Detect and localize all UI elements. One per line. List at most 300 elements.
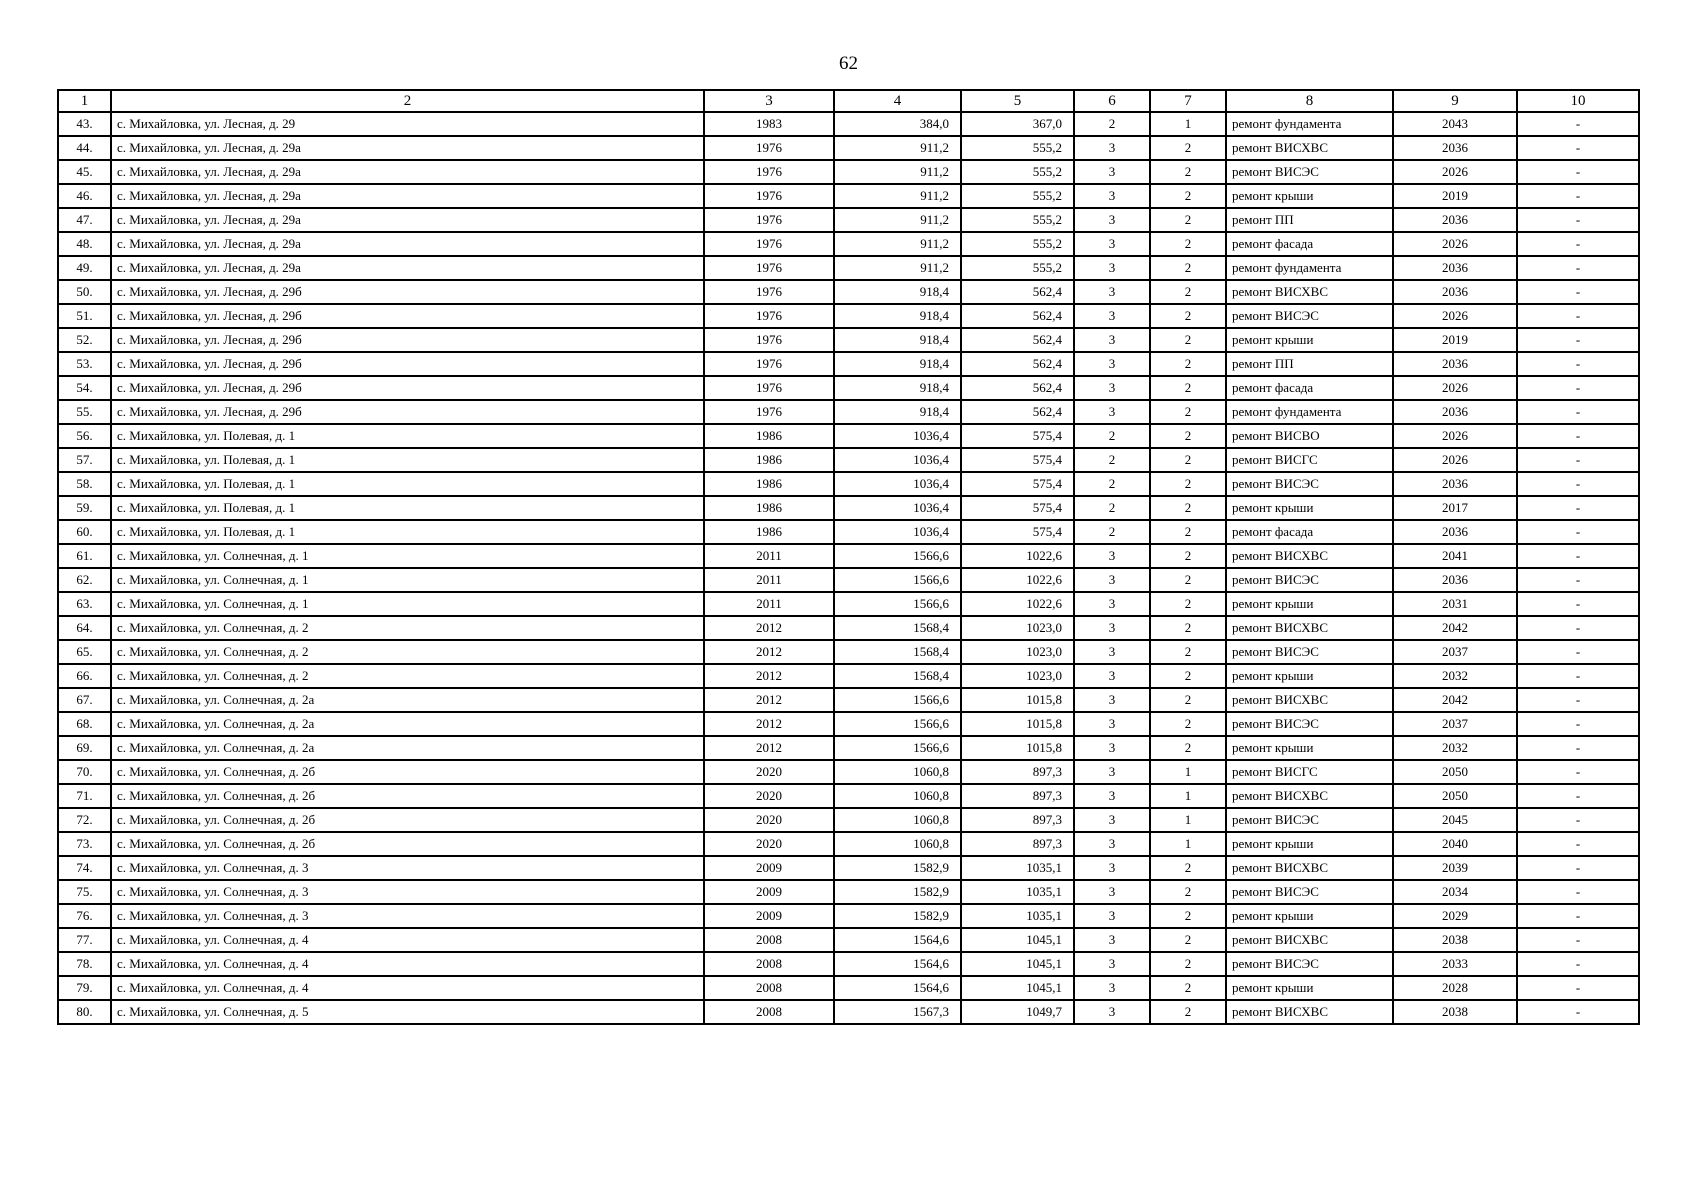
cell-work-type: ремонт фундамента <box>1226 256 1393 280</box>
cell-entrances: 2 <box>1150 880 1226 904</box>
cell-planned-year: 2037 <box>1393 712 1517 736</box>
cell-floors: 3 <box>1074 904 1150 928</box>
cell-planned-year: 2033 <box>1393 952 1517 976</box>
table-row <box>58 184 1639 208</box>
cell-address: с. Михайловка, ул. Полевая, д. 1 <box>111 472 704 496</box>
cell-living-area: 555,2 <box>961 136 1074 160</box>
cell-year-built: 1976 <box>704 232 834 256</box>
cell-year-built: 2012 <box>704 688 834 712</box>
cell-living-area: 555,2 <box>961 232 1074 256</box>
cell-row-number: 67. <box>58 688 111 712</box>
cell-entrances: 1 <box>1150 784 1226 808</box>
table-row <box>58 832 1639 856</box>
cell-living-area: 562,4 <box>961 328 1074 352</box>
cell-entrances: 2 <box>1150 736 1226 760</box>
cell-work-type: ремонт ВИСЭС <box>1226 880 1393 904</box>
cell-floors: 3 <box>1074 400 1150 424</box>
cell-note: - <box>1517 184 1639 208</box>
cell-entrances: 2 <box>1150 712 1226 736</box>
cell-entrances: 2 <box>1150 544 1226 568</box>
table-row <box>58 592 1639 616</box>
cell-row-number: 71. <box>58 784 111 808</box>
cell-living-area: 897,3 <box>961 784 1074 808</box>
cell-year-built: 2009 <box>704 856 834 880</box>
cell-entrances: 2 <box>1150 1000 1226 1024</box>
cell-address: с. Михайловка, ул. Солнечная, д. 4 <box>111 928 704 952</box>
cell-living-area: 562,4 <box>961 352 1074 376</box>
cell-year-built: 2008 <box>704 928 834 952</box>
cell-living-area: 1015,8 <box>961 736 1074 760</box>
table-row <box>58 496 1639 520</box>
cell-address: с. Михайловка, ул. Солнечная, д. 5 <box>111 1000 704 1024</box>
cell-work-type: ремонт ВИСЭС <box>1226 640 1393 664</box>
cell-total-area: 1568,4 <box>834 664 961 688</box>
cell-year-built: 1986 <box>704 424 834 448</box>
cell-floors: 3 <box>1074 736 1150 760</box>
cell-entrances: 2 <box>1150 184 1226 208</box>
cell-address: с. Михайловка, ул. Лесная, д. 29б <box>111 328 704 352</box>
cell-planned-year: 2050 <box>1393 784 1517 808</box>
cell-work-type: ремонт фасада <box>1226 376 1393 400</box>
cell-year-built: 2008 <box>704 1000 834 1024</box>
cell-planned-year: 2029 <box>1393 904 1517 928</box>
cell-planned-year: 2038 <box>1393 928 1517 952</box>
cell-planned-year: 2026 <box>1393 160 1517 184</box>
cell-note: - <box>1517 136 1639 160</box>
cell-row-number: 74. <box>58 856 111 880</box>
cell-total-area: 1036,4 <box>834 424 961 448</box>
table-row <box>58 616 1639 640</box>
cell-note: - <box>1517 520 1639 544</box>
cell-year-built: 1986 <box>704 448 834 472</box>
cell-floors: 3 <box>1074 160 1150 184</box>
cell-entrances: 2 <box>1150 136 1226 160</box>
cell-planned-year: 2040 <box>1393 832 1517 856</box>
cell-year-built: 2012 <box>704 664 834 688</box>
table-row <box>58 952 1639 976</box>
page-number: 62 <box>839 53 858 74</box>
cell-note: - <box>1517 544 1639 568</box>
cell-total-area: 1566,6 <box>834 712 961 736</box>
cell-planned-year: 2039 <box>1393 856 1517 880</box>
cell-note: - <box>1517 592 1639 616</box>
table-row <box>58 280 1639 304</box>
cell-note: - <box>1517 784 1639 808</box>
header-cell: 1 <box>58 90 111 112</box>
cell-note: - <box>1517 232 1639 256</box>
table-row <box>58 328 1639 352</box>
cell-total-area: 911,2 <box>834 160 961 184</box>
table-row <box>58 928 1639 952</box>
cell-total-area: 1582,9 <box>834 880 961 904</box>
cell-total-area: 911,2 <box>834 184 961 208</box>
header-cell: 3 <box>704 90 834 112</box>
table-row <box>58 304 1639 328</box>
cell-note: - <box>1517 280 1639 304</box>
cell-entrances: 2 <box>1150 472 1226 496</box>
table-row <box>58 136 1639 160</box>
cell-address: с. Михайловка, ул. Лесная, д. 29а <box>111 232 704 256</box>
cell-address: с. Михайловка, ул. Солнечная, д. 3 <box>111 904 704 928</box>
cell-note: - <box>1517 328 1639 352</box>
cell-living-area: 555,2 <box>961 208 1074 232</box>
header-cell: 5 <box>961 90 1074 112</box>
cell-address: с. Михайловка, ул. Лесная, д. 29б <box>111 280 704 304</box>
table-row <box>58 760 1639 784</box>
cell-living-area: 367,0 <box>961 112 1074 136</box>
table-row <box>58 880 1639 904</box>
cell-total-area: 911,2 <box>834 136 961 160</box>
cell-planned-year: 2026 <box>1393 448 1517 472</box>
table-row <box>58 520 1639 544</box>
cell-note: - <box>1517 736 1639 760</box>
cell-entrances: 2 <box>1150 856 1226 880</box>
cell-year-built: 2012 <box>704 640 834 664</box>
cell-living-area: 575,4 <box>961 520 1074 544</box>
cell-year-built: 2012 <box>704 736 834 760</box>
cell-total-area: 911,2 <box>834 208 961 232</box>
cell-entrances: 2 <box>1150 352 1226 376</box>
cell-total-area: 1060,8 <box>834 784 961 808</box>
header-cell: 9 <box>1393 90 1517 112</box>
cell-planned-year: 2031 <box>1393 592 1517 616</box>
cell-row-number: 52. <box>58 328 111 352</box>
cell-planned-year: 2050 <box>1393 760 1517 784</box>
cell-year-built: 2008 <box>704 952 834 976</box>
cell-year-built: 2009 <box>704 880 834 904</box>
cell-living-area: 1045,1 <box>961 976 1074 1000</box>
capital-repair-table <box>57 89 1640 1025</box>
cell-address: с. Михайловка, ул. Солнечная, д. 3 <box>111 856 704 880</box>
cell-address: с. Михайловка, ул. Солнечная, д. 1 <box>111 544 704 568</box>
cell-living-area: 1015,8 <box>961 688 1074 712</box>
cell-entrances: 1 <box>1150 808 1226 832</box>
cell-total-area: 918,4 <box>834 280 961 304</box>
header-cell: 10 <box>1517 90 1639 112</box>
cell-address: с. Михайловка, ул. Солнечная, д. 4 <box>111 952 704 976</box>
cell-living-area: 1035,1 <box>961 904 1074 928</box>
cell-floors: 2 <box>1074 496 1150 520</box>
cell-address: с. Михайловка, ул. Солнечная, д. 2б <box>111 760 704 784</box>
cell-total-area: 911,2 <box>834 232 961 256</box>
cell-address: с. Михайловка, ул. Полевая, д. 1 <box>111 448 704 472</box>
cell-year-built: 2020 <box>704 808 834 832</box>
cell-note: - <box>1517 1000 1639 1024</box>
cell-total-area: 1568,4 <box>834 616 961 640</box>
cell-floors: 3 <box>1074 784 1150 808</box>
cell-address: с. Михайловка, ул. Лесная, д. 29а <box>111 208 704 232</box>
table-row <box>58 976 1639 1000</box>
table-row <box>58 448 1639 472</box>
cell-living-area: 555,2 <box>961 256 1074 280</box>
cell-row-number: 69. <box>58 736 111 760</box>
cell-total-area: 1564,6 <box>834 976 961 1000</box>
cell-note: - <box>1517 376 1639 400</box>
cell-note: - <box>1517 160 1639 184</box>
cell-year-built: 2020 <box>704 832 834 856</box>
cell-total-area: 384,0 <box>834 112 961 136</box>
cell-address: с. Михайловка, ул. Полевая, д. 1 <box>111 424 704 448</box>
cell-work-type: ремонт фасада <box>1226 520 1393 544</box>
cell-planned-year: 2036 <box>1393 208 1517 232</box>
cell-living-area: 562,4 <box>961 376 1074 400</box>
cell-living-area: 562,4 <box>961 280 1074 304</box>
cell-living-area: 1049,7 <box>961 1000 1074 1024</box>
cell-row-number: 76. <box>58 904 111 928</box>
cell-work-type: ремонт ВИСХВС <box>1226 928 1393 952</box>
cell-work-type: ремонт ВИСХВС <box>1226 784 1393 808</box>
cell-total-area: 1060,8 <box>834 760 961 784</box>
cell-work-type: ремонт ПП <box>1226 208 1393 232</box>
cell-address: с. Михайловка, ул. Солнечная, д. 3 <box>111 880 704 904</box>
cell-address: с. Михайловка, ул. Солнечная, д. 2а <box>111 688 704 712</box>
cell-total-area: 1036,4 <box>834 520 961 544</box>
cell-address: с. Михайловка, ул. Солнечная, д. 2б <box>111 784 704 808</box>
cell-row-number: 68. <box>58 712 111 736</box>
cell-address: с. Михайловка, ул. Лесная, д. 29б <box>111 376 704 400</box>
cell-row-number: 75. <box>58 880 111 904</box>
table-row <box>58 568 1639 592</box>
cell-row-number: 62. <box>58 568 111 592</box>
cell-note: - <box>1517 496 1639 520</box>
cell-floors: 2 <box>1074 472 1150 496</box>
cell-note: - <box>1517 856 1639 880</box>
cell-row-number: 77. <box>58 928 111 952</box>
cell-entrances: 2 <box>1150 448 1226 472</box>
cell-work-type: ремонт крыши <box>1226 736 1393 760</box>
cell-row-number: 51. <box>58 304 111 328</box>
cell-floors: 2 <box>1074 448 1150 472</box>
cell-note: - <box>1517 880 1639 904</box>
cell-floors: 3 <box>1074 136 1150 160</box>
cell-entrances: 2 <box>1150 280 1226 304</box>
cell-row-number: 54. <box>58 376 111 400</box>
cell-entrances: 2 <box>1150 616 1226 640</box>
cell-year-built: 1986 <box>704 472 834 496</box>
cell-row-number: 63. <box>58 592 111 616</box>
cell-floors: 3 <box>1074 928 1150 952</box>
cell-living-area: 1045,1 <box>961 928 1074 952</box>
cell-total-area: 1036,4 <box>834 472 961 496</box>
cell-floors: 3 <box>1074 664 1150 688</box>
cell-row-number: 79. <box>58 976 111 1000</box>
cell-total-area: 918,4 <box>834 376 961 400</box>
cell-row-number: 59. <box>58 496 111 520</box>
cell-entrances: 2 <box>1150 424 1226 448</box>
cell-note: - <box>1517 952 1639 976</box>
cell-year-built: 1976 <box>704 400 834 424</box>
cell-year-built: 1976 <box>704 376 834 400</box>
cell-living-area: 1023,0 <box>961 616 1074 640</box>
cell-total-area: 1582,9 <box>834 856 961 880</box>
cell-work-type: ремонт ВИСХВС <box>1226 688 1393 712</box>
cell-floors: 3 <box>1074 592 1150 616</box>
table-row <box>58 352 1639 376</box>
cell-living-area: 1022,6 <box>961 568 1074 592</box>
cell-note: - <box>1517 640 1639 664</box>
cell-row-number: 45. <box>58 160 111 184</box>
cell-address: с. Михайловка, ул. Солнечная, д. 1 <box>111 592 704 616</box>
cell-entrances: 2 <box>1150 568 1226 592</box>
cell-work-type: ремонт ВИСГС <box>1226 448 1393 472</box>
cell-floors: 3 <box>1074 832 1150 856</box>
cell-planned-year: 2036 <box>1393 352 1517 376</box>
cell-row-number: 70. <box>58 760 111 784</box>
cell-floors: 3 <box>1074 616 1150 640</box>
cell-floors: 3 <box>1074 208 1150 232</box>
cell-floors: 3 <box>1074 304 1150 328</box>
cell-floors: 3 <box>1074 1000 1150 1024</box>
cell-row-number: 48. <box>58 232 111 256</box>
cell-total-area: 1582,9 <box>834 904 961 928</box>
cell-entrances: 1 <box>1150 832 1226 856</box>
cell-note: - <box>1517 712 1639 736</box>
cell-year-built: 2011 <box>704 568 834 592</box>
cell-planned-year: 2036 <box>1393 520 1517 544</box>
table-row <box>58 688 1639 712</box>
cell-work-type: ремонт ВИСХВС <box>1226 544 1393 568</box>
cell-work-type: ремонт ВИСЭС <box>1226 808 1393 832</box>
cell-living-area: 897,3 <box>961 808 1074 832</box>
cell-planned-year: 2043 <box>1393 112 1517 136</box>
cell-year-built: 2012 <box>704 712 834 736</box>
cell-work-type: ремонт ВИСХВС <box>1226 856 1393 880</box>
cell-work-type: ремонт ПП <box>1226 352 1393 376</box>
cell-total-area: 1567,3 <box>834 1000 961 1024</box>
cell-living-area: 1015,8 <box>961 712 1074 736</box>
cell-address: с. Михайловка, ул. Солнечная, д. 2а <box>111 736 704 760</box>
cell-address: с. Михайловка, ул. Солнечная, д. 2 <box>111 640 704 664</box>
cell-work-type: ремонт крыши <box>1226 184 1393 208</box>
cell-note: - <box>1517 448 1639 472</box>
cell-work-type: ремонт крыши <box>1226 976 1393 1000</box>
cell-planned-year: 2028 <box>1393 976 1517 1000</box>
cell-planned-year: 2042 <box>1393 616 1517 640</box>
cell-work-type: ремонт ВИСХВС <box>1226 136 1393 160</box>
cell-work-type: ремонт ВИСЭС <box>1226 952 1393 976</box>
cell-entrances: 2 <box>1150 208 1226 232</box>
cell-planned-year: 2036 <box>1393 256 1517 280</box>
cell-floors: 2 <box>1074 112 1150 136</box>
cell-floors: 3 <box>1074 880 1150 904</box>
cell-entrances: 2 <box>1150 232 1226 256</box>
cell-entrances: 1 <box>1150 760 1226 784</box>
cell-row-number: 58. <box>58 472 111 496</box>
cell-planned-year: 2036 <box>1393 280 1517 304</box>
cell-floors: 3 <box>1074 568 1150 592</box>
cell-note: - <box>1517 976 1639 1000</box>
cell-living-area: 1023,0 <box>961 664 1074 688</box>
cell-floors: 3 <box>1074 688 1150 712</box>
cell-address: с. Михайловка, ул. Солнечная, д. 2б <box>111 832 704 856</box>
cell-row-number: 61. <box>58 544 111 568</box>
cell-total-area: 1566,6 <box>834 688 961 712</box>
cell-row-number: 53. <box>58 352 111 376</box>
cell-note: - <box>1517 664 1639 688</box>
cell-work-type: ремонт ВИСВО <box>1226 424 1393 448</box>
cell-row-number: 64. <box>58 616 111 640</box>
table-row <box>58 472 1639 496</box>
cell-note: - <box>1517 928 1639 952</box>
table-row <box>58 904 1639 928</box>
cell-total-area: 1036,4 <box>834 448 961 472</box>
cell-planned-year: 2045 <box>1393 808 1517 832</box>
cell-living-area: 555,2 <box>961 184 1074 208</box>
cell-address: с. Михайловка, ул. Лесная, д. 29б <box>111 304 704 328</box>
cell-work-type: ремонт ВИСХВС <box>1226 616 1393 640</box>
cell-address: с. Михайловка, ул. Лесная, д. 29б <box>111 352 704 376</box>
cell-year-built: 2009 <box>704 904 834 928</box>
cell-address: с. Михайловка, ул. Лесная, д. 29а <box>111 184 704 208</box>
cell-row-number: 46. <box>58 184 111 208</box>
cell-entrances: 2 <box>1150 640 1226 664</box>
cell-floors: 2 <box>1074 520 1150 544</box>
cell-address: с. Михайловка, ул. Полевая, д. 1 <box>111 496 704 520</box>
table-row <box>58 712 1639 736</box>
cell-note: - <box>1517 568 1639 592</box>
cell-work-type: ремонт фасада <box>1226 232 1393 256</box>
cell-work-type: ремонт ВИСЭС <box>1226 160 1393 184</box>
cell-note: - <box>1517 400 1639 424</box>
cell-row-number: 66. <box>58 664 111 688</box>
cell-note: - <box>1517 904 1639 928</box>
cell-entrances: 2 <box>1150 904 1226 928</box>
cell-living-area: 562,4 <box>961 400 1074 424</box>
cell-entrances: 2 <box>1150 376 1226 400</box>
cell-entrances: 2 <box>1150 496 1226 520</box>
cell-living-area: 575,4 <box>961 448 1074 472</box>
cell-planned-year: 2037 <box>1393 640 1517 664</box>
table-body <box>58 112 1639 1024</box>
table-row <box>58 112 1639 136</box>
cell-year-built: 1983 <box>704 112 834 136</box>
cell-living-area: 562,4 <box>961 304 1074 328</box>
cell-year-built: 1976 <box>704 208 834 232</box>
cell-year-built: 1976 <box>704 136 834 160</box>
cell-year-built: 1986 <box>704 520 834 544</box>
cell-year-built: 2011 <box>704 544 834 568</box>
cell-planned-year: 2041 <box>1393 544 1517 568</box>
cell-total-area: 918,4 <box>834 304 961 328</box>
cell-total-area: 1568,4 <box>834 640 961 664</box>
cell-total-area: 1566,6 <box>834 568 961 592</box>
cell-row-number: 55. <box>58 400 111 424</box>
cell-floors: 3 <box>1074 640 1150 664</box>
cell-year-built: 2011 <box>704 592 834 616</box>
table-row <box>58 856 1639 880</box>
cell-address: с. Михайловка, ул. Лесная, д. 29а <box>111 256 704 280</box>
cell-planned-year: 2026 <box>1393 232 1517 256</box>
cell-row-number: 57. <box>58 448 111 472</box>
cell-row-number: 78. <box>58 952 111 976</box>
cell-work-type: ремонт крыши <box>1226 328 1393 352</box>
cell-address: с. Михайловка, ул. Солнечная, д. 4 <box>111 976 704 1000</box>
cell-living-area: 1035,1 <box>961 880 1074 904</box>
header-cell: 6 <box>1074 90 1150 112</box>
table-header-row <box>58 90 1639 112</box>
cell-year-built: 1976 <box>704 160 834 184</box>
cell-floors: 3 <box>1074 544 1150 568</box>
cell-planned-year: 2036 <box>1393 568 1517 592</box>
cell-living-area: 1045,1 <box>961 952 1074 976</box>
cell-row-number: 72. <box>58 808 111 832</box>
cell-year-built: 1976 <box>704 256 834 280</box>
cell-floors: 3 <box>1074 760 1150 784</box>
cell-work-type: ремонт фундамента <box>1226 112 1393 136</box>
cell-row-number: 44. <box>58 136 111 160</box>
cell-year-built: 2020 <box>704 784 834 808</box>
cell-planned-year: 2026 <box>1393 424 1517 448</box>
